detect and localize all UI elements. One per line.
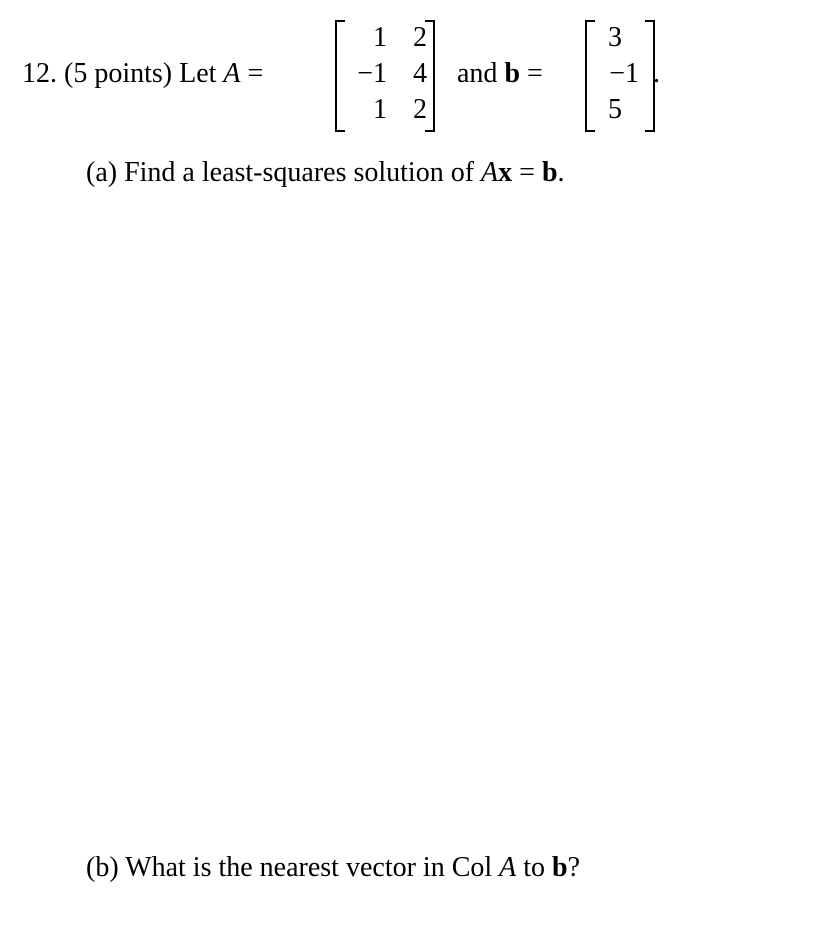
part-a-end: .: [557, 157, 565, 188]
matrix-a-cell: 2: [413, 94, 427, 125]
left-bracket: [585, 20, 595, 132]
eq-vector-b: b: [541, 157, 558, 188]
matrix-a-cell: 1: [373, 94, 387, 125]
equals-sign: =: [527, 58, 543, 89]
part-a-question: [86, 157, 565, 189]
part-a-text: Find a least-squares solution of: [124, 157, 475, 188]
part-b-to: to: [523, 852, 546, 883]
problem-statement: [22, 58, 263, 90]
eq-equals: =: [519, 157, 535, 188]
equals-sign: =: [247, 58, 264, 89]
part-a-label: (a): [86, 157, 118, 188]
vector-b-cell: 5: [608, 94, 622, 125]
end-period: .: [653, 58, 660, 89]
problem-number: 12.: [22, 58, 57, 89]
col-a: A: [499, 852, 517, 883]
matrix-a-cell: 1: [373, 22, 387, 53]
vector-b-cell: −1: [609, 58, 639, 89]
connector-and: and: [457, 58, 498, 89]
part-b-label: (b): [86, 852, 119, 883]
problem-points: (5 points): [64, 58, 173, 89]
matrix-a-cell: 2: [413, 22, 427, 53]
vector-b-cell: 3: [608, 22, 622, 53]
part-b-vector: b: [552, 852, 568, 883]
part-b-question: [86, 852, 580, 884]
vector-name: b: [504, 58, 521, 89]
matrix-name: A: [223, 58, 241, 89]
part-b-end: ?: [567, 852, 581, 883]
matrix-a-cell: 4: [413, 58, 427, 89]
left-bracket: [335, 20, 345, 132]
connector-text: [457, 58, 543, 90]
eq-matrix-a: A: [481, 157, 499, 188]
eq-vector-x: x: [498, 157, 513, 188]
matrix-a-cell: −1: [357, 58, 387, 89]
part-b-text: What is the nearest vector in Col: [125, 852, 493, 883]
problem-intro: Let: [179, 58, 217, 89]
matrix-a: [335, 20, 435, 130]
vector-b: [585, 20, 655, 130]
